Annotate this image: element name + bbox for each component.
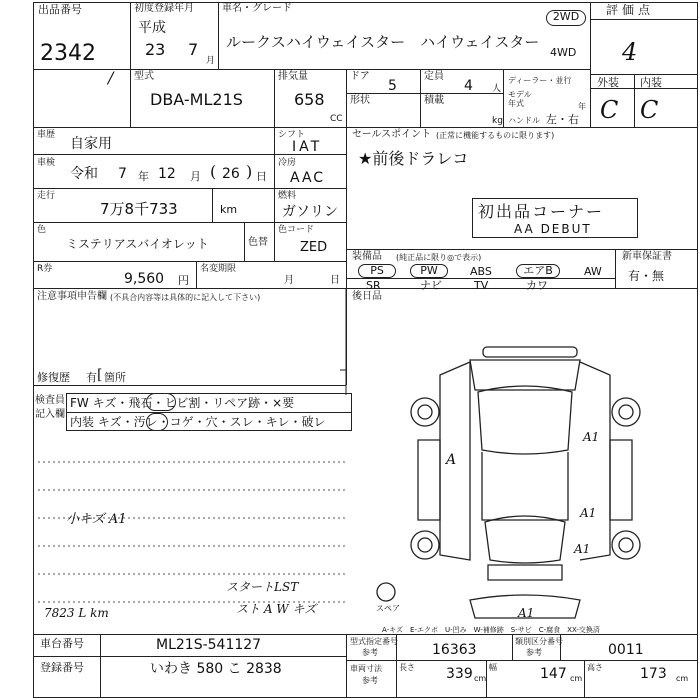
exterior-label: 外装 [597, 76, 619, 89]
inspection-day: 26 [222, 166, 240, 182]
capacity-unit: 人 [492, 84, 502, 94]
first-reg-year: 23 [145, 40, 166, 59]
color-value: ミステリアスバイオレット [66, 237, 209, 251]
warranty-label: 新車保証書 [622, 251, 672, 262]
first-reg-era: 平成 [138, 20, 166, 36]
caution-label: 注意事項申告欄 [37, 291, 107, 302]
month-unit: 月 [206, 56, 216, 66]
dims-label: 車両寸法 [350, 664, 382, 673]
plate-label: 登録番号 [40, 661, 84, 674]
entry-label: 記入欄 [35, 409, 65, 420]
handle-label: ハンドル [508, 116, 540, 125]
displacement-value: 658 [294, 90, 325, 109]
interior-grade: C [640, 96, 659, 124]
ac-label: 冷房 [278, 158, 297, 168]
repair-bracket: [ [97, 367, 103, 383]
debut-stamp-line1: 初出品コーナー [478, 202, 605, 221]
category-label: 類別区分番号 [515, 637, 563, 646]
model-label: 型式 [134, 71, 154, 82]
damage-legend: A-キズ E-エクボ U-凹み W-補修跡 S-サビ C-腐食 XX-交換済 [382, 626, 600, 634]
inspection-era: 令和 [70, 166, 98, 182]
lot-label: 出品番号 [38, 3, 82, 16]
exterior-condition-text: FW キズ・飛石・ヒビ割・リペア跡・×要 [70, 396, 295, 410]
equip-sr: SR [366, 279, 381, 292]
equip-tv: TV [474, 279, 489, 292]
designation-value: 16363 [432, 642, 477, 658]
exterior-grade: C [600, 96, 619, 124]
width-label: 幅 [489, 663, 497, 672]
inspector-label: 検査員 [35, 395, 65, 406]
model-year-unit: 年 [578, 102, 586, 111]
length-value: 339 [446, 666, 473, 682]
repair-label: 修復歴 [37, 371, 70, 384]
inspection-label: 車検 [37, 158, 56, 168]
width-value: 147 [540, 666, 567, 682]
category-ref: 参考 [526, 648, 542, 657]
equip-airbag: エアB [516, 264, 560, 278]
equip-ps: PS [358, 264, 396, 278]
rating-value: 4 [622, 38, 638, 66]
proof-month-unit: 月 [284, 275, 294, 286]
load-label: 積載 [424, 95, 444, 106]
height-value: 173 [640, 666, 667, 682]
inspection-year-unit: 年 [138, 170, 149, 183]
rating-label: 評価点 [606, 3, 655, 17]
damage-mark-4: A1 [574, 542, 591, 556]
sales-point-note: (正常に機能するものに限ります) [436, 131, 555, 140]
shape-label: 形状 [350, 95, 370, 106]
docs-label: 後日品 [352, 291, 382, 302]
warranty-value: 有・無 [628, 269, 665, 283]
repair-value: 有 [86, 371, 97, 384]
capacity-label: 定員 [424, 71, 444, 82]
chassis-value: ML21S-541127 [156, 637, 262, 653]
damage-mark-1: A [446, 452, 457, 468]
displacement-label: 排気量 [278, 71, 308, 82]
lot-number: 2342 [40, 41, 96, 66]
proof-day-unit: 日 [330, 275, 340, 286]
doors-value: 5 [388, 78, 397, 94]
damage-mark-5: A1 [518, 606, 535, 620]
equip-aw: AW [584, 265, 602, 278]
debut-stamp-line2: AA DEBUT [514, 222, 592, 236]
category-value: 0011 [608, 642, 644, 658]
proof-label: 名変期限 [200, 264, 237, 274]
car-name: ルークスハイウェイスター ハイウェイスター [226, 33, 540, 51]
mileage-label: 走行 [37, 191, 56, 201]
sales-point-label: セールスポイント [352, 129, 432, 140]
inspection-year: 7 [118, 166, 127, 182]
inspection-day-unit: 日 [256, 170, 267, 183]
interior-condition-text: 内装 キズ・汚レ・コゲ・穴・スレ・キレ・破レ [70, 415, 326, 429]
handwritten-note-1: 小キズ A1 [66, 512, 127, 527]
day-bracket-right: ) [246, 162, 253, 181]
inspection-month: 12 [158, 166, 176, 182]
equip-leather: カワ [526, 279, 548, 292]
length-unit: cm [474, 674, 487, 683]
height-unit: cm [676, 674, 689, 683]
handwritten-note-3: スト A W キズ [236, 602, 317, 616]
recycle-value: 9,560 [124, 271, 165, 287]
chassis-label: 車台番号 [40, 637, 84, 650]
use-value: 自家用 [70, 136, 112, 152]
model-year-label: モデル年式 [508, 90, 532, 108]
handwritten-note-4: 7823 L km [44, 606, 109, 620]
mileage-value: 7万8千733 [100, 200, 178, 218]
equip-abs: ABS [470, 265, 492, 278]
inspection-month-unit: 月 [190, 170, 201, 183]
fuel-value: ガソリン [282, 204, 338, 220]
dealer-label: ディーラー・並行 [508, 76, 572, 85]
color-label: 色 [37, 225, 47, 235]
equip-navi: ナビ [420, 279, 442, 292]
handwritten-note-2: スタートLST [226, 580, 299, 594]
drive-4wd: 4WD [550, 46, 577, 59]
width-unit: cm [570, 674, 583, 683]
color-code-label: 色コード [278, 225, 315, 235]
recycle-label: R券 [37, 264, 53, 274]
yen-unit: 円 [178, 274, 189, 287]
length-label: 長さ [399, 663, 415, 672]
designation-ref: 参考 [362, 648, 378, 657]
fuel-label: 燃料 [278, 191, 297, 201]
plate-value: いわき 580 こ 2838 [150, 661, 282, 677]
capacity-value: 4 [464, 78, 473, 94]
color-code-value: ZED [300, 240, 328, 255]
model-value: DBA-ML21S [150, 90, 243, 109]
shift-value: IAT [292, 139, 323, 155]
equipment-label: 装備品 [352, 251, 382, 262]
color-change-label: 色替 [248, 237, 268, 248]
shift-label: シフト [278, 130, 306, 140]
lot-underline-mark: / [108, 68, 114, 87]
damage-mark-2: A1 [583, 430, 600, 444]
day-bracket-left: ( [210, 162, 217, 181]
handle-value: 左・右 [546, 113, 579, 126]
equipment-note: (純正品に限り◎で表示) [396, 253, 482, 262]
first-reg-month: 7 [188, 40, 199, 59]
interior-label: 内装 [640, 76, 662, 89]
caution-note: (不具合内容等は具体的に記入して下さい) [110, 293, 261, 302]
designation-label: 型式指定番号 [350, 637, 398, 646]
cc-unit: CC [330, 114, 343, 124]
drive-2wd: 2WD [546, 10, 586, 26]
car-name-label: 車名・グレード [222, 3, 292, 14]
ac-value: AAC [290, 170, 326, 186]
spare-label: スペア [376, 604, 400, 613]
repair-unit: 箇所 [104, 371, 126, 384]
dims-ref: 参考 [362, 676, 378, 685]
use-label: 車歴 [37, 130, 56, 140]
km-unit: km [220, 203, 238, 216]
height-label: 高さ [587, 663, 603, 672]
kg-unit: kg [492, 116, 503, 126]
damage-mark-3: A1 [580, 506, 597, 520]
doors-label: ドア [350, 71, 370, 82]
sales-point-text: ★前後ドラレコ [358, 149, 469, 168]
first-reg-label: 初度登録年月 [134, 3, 194, 14]
equip-pw: PW [410, 264, 448, 278]
